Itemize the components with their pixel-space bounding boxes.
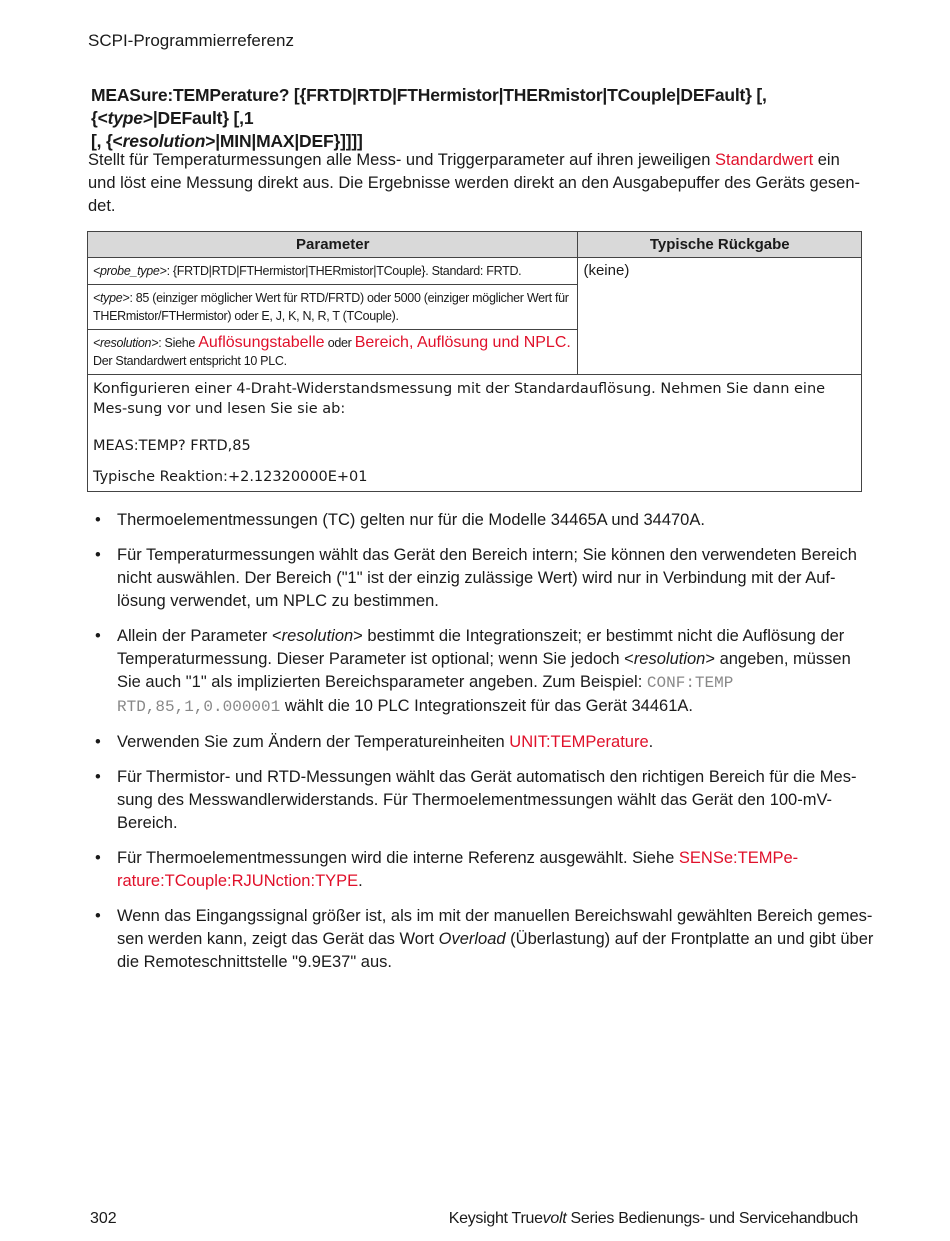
return-value-cell: (keine): [578, 258, 862, 375]
example-description: Konfigurieren einer 4-Draht-Widerstandsmessung mit der Standardauflösung. Nehmen Sie dann eine Mes-sung vor und lesen Sie sie ab:: [93, 381, 826, 417]
param-name: <resolution>: [93, 336, 159, 350]
param-desc: : Siehe: [158, 336, 199, 350]
note-text: .: [358, 872, 363, 890]
bullet-icon: •: [95, 733, 101, 751]
command-resolution-param: resolution: [122, 131, 206, 151]
resolution-cell: [88, 330, 578, 375]
footer-text: Keysight True: [448, 1210, 543, 1227]
list-item: [95, 766, 875, 835]
example-row: [88, 375, 862, 492]
bullet-icon: •: [95, 546, 101, 564]
parameter-table: [87, 231, 862, 492]
param-desc: : 85 (einziger möglicher Wert für RTD/FRTD) oder 5000 (einziger möglicher Wert für THERmistor/FTHermistor) oder E, J, K, N, R, T (TCouple).: [93, 291, 569, 323]
note-text: > angeben, müssen Sie auch "1" als implizierten Bereichsparameter angeben. Zum Beispiel:: [117, 650, 851, 691]
table-header-row: [88, 232, 862, 258]
intro-text: Stellt für Temperaturmessungen alle Mess- und Triggerparameter auf ihren jeweiligen: [88, 151, 716, 169]
note-text: Verwenden Sie zum Ändern der Temperatureinheiten: [117, 733, 510, 751]
note-text: > bestimmt die Integrationszeit; er bestimmt nicht die Auflösung der Temperaturmessung. Dieser Parameter ist optional; wenn Sie jedoch <: [117, 627, 845, 668]
bereich-aufloesung-nplc-link[interactable]: Bereich, Auflösung und NPLC.: [354, 334, 571, 351]
note-text: Für Thermistor- und RTD-Messungen wählt das Gerät automatisch den richtigen Bereich für die Mes-sung des Messwandlerwiderstands. Für Thermoelementmessungen wählt das Gerät den 100-mV-Bereich.: [117, 768, 857, 832]
command-part: MEASure:TEMPerature? [{FRTD|RTD|FTHermistor|THERmistor|TCouple|DEFault} [, {<: [91, 85, 767, 128]
command-heading: [91, 84, 871, 153]
command-part: [, {<: [91, 131, 123, 151]
note-text: .: [648, 733, 654, 751]
note-text: Für Temperaturmessungen wählt das Gerät den Bereich intern; Sie können den verwendeten Bereich nicht auswählen. Der Bereich ("1" ist der einzig zulässige Wert) wird nur in Verbindung mit der Auf-lösung verwendet, um NPLC zu bestimmen.: [117, 546, 857, 610]
param-desc: : {FRTD|RTD|FTHermistor|THERmistor|TCouple}. Standard: FRTD.: [166, 264, 522, 278]
example-response: Typische Reaktion:+2.12320000E+01: [93, 469, 368, 485]
page-number: 302: [90, 1210, 117, 1227]
note-emphasis: Overload: [438, 930, 506, 948]
table-row: [88, 258, 862, 285]
list-item: [95, 731, 875, 754]
example-code: CONF:TEMP RTD,85,1,0.000001: [117, 674, 734, 716]
command-type-param: type: [107, 108, 143, 128]
notes-list: [95, 509, 875, 986]
list-item: [95, 544, 875, 613]
note-param: resolution: [633, 650, 706, 668]
footer-title: [449, 1210, 858, 1228]
intro-text: ein und löst eine Messung direkt aus. Die Ergebnisse werden direkt an den Ausgabepuffer des Geräts gesen-det.: [88, 151, 860, 215]
param-name: <type>: [93, 291, 130, 305]
note-text: Wenn das Eingangssignal größer ist, als im mit der manuellen Bereichswahl gewählten Bereich gemes-sen werden kann, zeigt das Gerät das Wort: [117, 907, 873, 948]
standardwert-link[interactable]: Standardwert: [715, 151, 814, 169]
probe-type-cell: [88, 258, 578, 285]
aufloesungstabelle-link[interactable]: Auflösungstabelle: [198, 334, 325, 351]
command-part: >|MIN|MAX|DEF}]]]]: [205, 131, 363, 151]
param-name: <probe_type>: [93, 264, 167, 278]
note-text: Für Thermoelementmessungen wird die interne Referenz ausgewählt. Siehe: [117, 849, 679, 867]
note-text: Thermoelementmessungen (TC) gelten nur für die Modelle 34465A und 34470A.: [117, 511, 705, 529]
footer-text-italic: volt: [542, 1210, 567, 1227]
bullet-icon: •: [95, 907, 101, 925]
list-item: [95, 625, 875, 719]
type-cell: [88, 285, 578, 330]
bullet-icon: •: [95, 511, 101, 529]
bullet-icon: •: [95, 849, 101, 867]
footer-text: Series Bedienungs- und Servicehandbuch: [566, 1210, 858, 1227]
param-desc: oder: [324, 336, 355, 350]
column-header-return: Typische Rückgabe: [578, 232, 862, 258]
param-desc: Der Standardwert entspricht 10 PLC.: [93, 354, 287, 368]
bullet-icon: •: [95, 627, 101, 645]
bullet-icon: •: [95, 768, 101, 786]
list-item: [95, 847, 875, 893]
example-cell: [88, 375, 862, 492]
list-item: [95, 905, 875, 974]
list-item: [95, 509, 875, 532]
unit-temperature-link[interactable]: UNIT:TEMPerature: [509, 733, 649, 751]
note-text: Allein der Parameter <: [117, 627, 282, 645]
page-header: SCPI-Programmierreferenz: [88, 31, 294, 50]
note-param: resolution: [281, 627, 354, 645]
rjunction-type-link[interactable]: SENSe:TEMPe-rature:TCouple:RJUNction:TYPE: [117, 849, 799, 890]
intro-paragraph: [88, 149, 863, 218]
command-part: >|DEFault} [,1: [142, 108, 254, 128]
column-header-parameter: Parameter: [88, 232, 578, 258]
note-text: (Überlastung) auf der Frontplatte an und gibt über die Remoteschnittstelle "9.9E37" aus.: [117, 930, 874, 971]
example-command: MEAS:TEMP? FRTD,85: [93, 438, 251, 454]
note-text: wählt die 10 PLC Integrationszeit für das Gerät 34461A.: [280, 697, 693, 715]
